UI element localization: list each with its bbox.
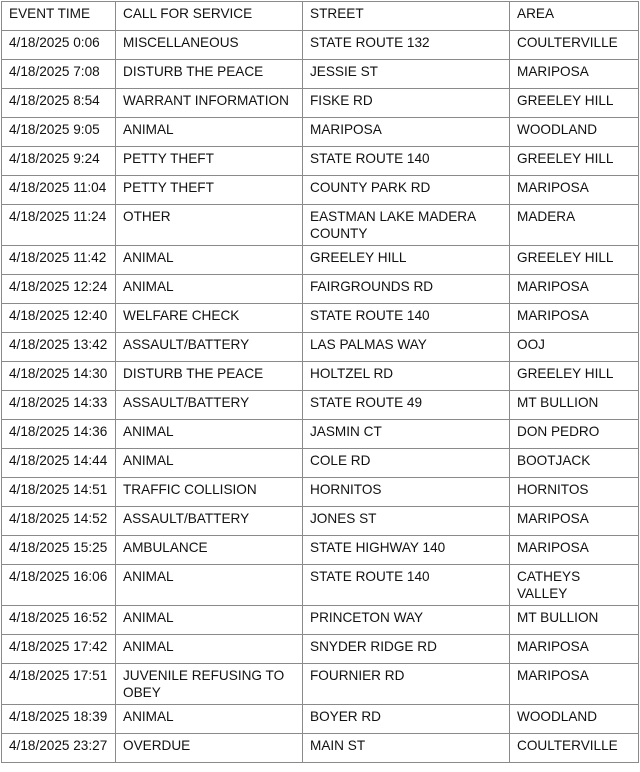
cell-call-for-service: DISTURB THE PEACE — [116, 362, 303, 391]
cell-street: GREELEY HILL — [303, 246, 510, 275]
cell-event-time: 4/18/2025 16:52 — [2, 606, 116, 635]
cell-area: MT BULLION — [510, 391, 639, 420]
cell-event-time: 4/18/2025 11:04 — [2, 176, 116, 205]
table-row — [2, 275, 639, 304]
cell-event-time: 4/18/2025 23:27 — [2, 734, 116, 763]
cell-call-for-service: MISCELLANEOUS — [116, 31, 303, 60]
cell-area: DON PEDRO — [510, 420, 639, 449]
cell-call-for-service: ASSAULT/BATTERY — [116, 333, 303, 362]
cell-call-for-service: AMBULANCE — [116, 536, 303, 565]
cell-street: STATE ROUTE 140 — [303, 304, 510, 333]
cell-street: FOURNIER RD — [303, 664, 510, 705]
table-row — [2, 362, 639, 391]
cell-area: GREELEY HILL — [510, 362, 639, 391]
header-street: STREET — [303, 2, 510, 31]
cell-area: COULTERVILLE — [510, 734, 639, 763]
cell-event-time: 4/18/2025 16:06 — [2, 565, 116, 606]
cell-area: CATHEYS VALLEY — [510, 565, 639, 606]
cell-street: STATE ROUTE 140 — [303, 565, 510, 606]
cell-event-time: 4/18/2025 14:36 — [2, 420, 116, 449]
table-row — [2, 507, 639, 536]
cell-call-for-service: PETTY THEFT — [116, 147, 303, 176]
cell-street: FISKE RD — [303, 89, 510, 118]
cell-area: GREELEY HILL — [510, 147, 639, 176]
table-row — [2, 31, 639, 60]
cell-call-for-service: JUVENILE REFUSING TO OBEY — [116, 664, 303, 705]
cell-street: COUNTY PARK RD — [303, 176, 510, 205]
cell-street: MARIPOSA — [303, 118, 510, 147]
cell-street: COLE RD — [303, 449, 510, 478]
cell-area: MARIPOSA — [510, 60, 639, 89]
table-row — [2, 565, 639, 606]
table-row — [2, 246, 639, 275]
cell-event-time: 4/18/2025 11:42 — [2, 246, 116, 275]
table-row — [2, 606, 639, 635]
cell-event-time: 4/18/2025 9:24 — [2, 147, 116, 176]
cell-event-time: 4/18/2025 18:39 — [2, 705, 116, 734]
cell-street: EASTMAN LAKE MADERA COUNTY — [303, 205, 510, 246]
cell-area: HORNITOS — [510, 478, 639, 507]
cell-event-time: 4/18/2025 13:42 — [2, 333, 116, 362]
cell-area: MARIPOSA — [510, 536, 639, 565]
cell-event-time: 4/18/2025 14:51 — [2, 478, 116, 507]
table-row — [2, 89, 639, 118]
cell-street: SNYDER RIDGE RD — [303, 635, 510, 664]
table-body — [2, 31, 639, 763]
cell-call-for-service: PETTY THEFT — [116, 176, 303, 205]
cell-area: WOODLAND — [510, 705, 639, 734]
cell-call-for-service: ANIMAL — [116, 565, 303, 606]
cell-area: BOOTJACK — [510, 449, 639, 478]
cell-call-for-service: ANIMAL — [116, 449, 303, 478]
header-call-for-service: CALL FOR SERVICE — [116, 2, 303, 31]
table-row — [2, 420, 639, 449]
cell-call-for-service: WARRANT INFORMATION — [116, 89, 303, 118]
cell-area: MARIPOSA — [510, 635, 639, 664]
cell-area: GREELEY HILL — [510, 89, 639, 118]
table-row — [2, 205, 639, 246]
cell-call-for-service: ASSAULT/BATTERY — [116, 507, 303, 536]
cell-street: STATE HIGHWAY 140 — [303, 536, 510, 565]
cell-event-time: 4/18/2025 7:08 — [2, 60, 116, 89]
cell-area: WOODLAND — [510, 118, 639, 147]
cell-event-time: 4/18/2025 14:52 — [2, 507, 116, 536]
cell-call-for-service: OTHER — [116, 205, 303, 246]
cell-call-for-service: WELFARE CHECK — [116, 304, 303, 333]
cell-area: MARIPOSA — [510, 176, 639, 205]
cell-street: STATE ROUTE 132 — [303, 31, 510, 60]
cell-area: MARIPOSA — [510, 304, 639, 333]
table-row — [2, 147, 639, 176]
cell-street: JASMIN CT — [303, 420, 510, 449]
cell-street: BOYER RD — [303, 705, 510, 734]
cell-area: MARIPOSA — [510, 275, 639, 304]
table-row — [2, 118, 639, 147]
cell-event-time: 4/18/2025 12:24 — [2, 275, 116, 304]
cell-call-for-service: ANIMAL — [116, 420, 303, 449]
cell-event-time: 4/18/2025 12:40 — [2, 304, 116, 333]
table-row — [2, 60, 639, 89]
cell-call-for-service: ANIMAL — [116, 246, 303, 275]
cell-area: MT BULLION — [510, 606, 639, 635]
cell-call-for-service: ASSAULT/BATTERY — [116, 391, 303, 420]
header-area: AREA — [510, 2, 639, 31]
cell-street: STATE ROUTE 140 — [303, 147, 510, 176]
cell-area: MADERA — [510, 205, 639, 246]
cell-event-time: 4/18/2025 8:54 — [2, 89, 116, 118]
cell-street: JONES ST — [303, 507, 510, 536]
cell-call-for-service: ANIMAL — [116, 635, 303, 664]
table-row — [2, 176, 639, 205]
cell-call-for-service: ANIMAL — [116, 275, 303, 304]
cell-event-time: 4/18/2025 9:05 — [2, 118, 116, 147]
cell-street: LAS PALMAS WAY — [303, 333, 510, 362]
table-row — [2, 734, 639, 763]
cell-call-for-service: ANIMAL — [116, 705, 303, 734]
table-row — [2, 536, 639, 565]
cell-event-time: 4/18/2025 17:42 — [2, 635, 116, 664]
cell-street: JESSIE ST — [303, 60, 510, 89]
table-row — [2, 705, 639, 734]
cell-event-time: 4/18/2025 14:33 — [2, 391, 116, 420]
cell-area: GREELEY HILL — [510, 246, 639, 275]
table-row — [2, 478, 639, 507]
cell-area: COULTERVILLE — [510, 31, 639, 60]
table-row — [2, 664, 639, 705]
cell-area: OOJ — [510, 333, 639, 362]
table-row — [2, 391, 639, 420]
cell-call-for-service: TRAFFIC COLLISION — [116, 478, 303, 507]
cell-area: MARIPOSA — [510, 664, 639, 705]
call-log-table — [1, 1, 639, 763]
cell-call-for-service: DISTURB THE PEACE — [116, 60, 303, 89]
cell-area: MARIPOSA — [510, 507, 639, 536]
table-row — [2, 304, 639, 333]
cell-street: STATE ROUTE 49 — [303, 391, 510, 420]
cell-street: PRINCETON WAY — [303, 606, 510, 635]
table-header-row — [2, 2, 639, 31]
cell-call-for-service: ANIMAL — [116, 118, 303, 147]
cell-event-time: 4/18/2025 14:44 — [2, 449, 116, 478]
cell-street: FAIRGROUNDS RD — [303, 275, 510, 304]
cell-event-time: 4/18/2025 14:30 — [2, 362, 116, 391]
table-row — [2, 635, 639, 664]
cell-street: HOLTZEL RD — [303, 362, 510, 391]
cell-event-time: 4/18/2025 0:06 — [2, 31, 116, 60]
cell-event-time: 4/18/2025 11:24 — [2, 205, 116, 246]
cell-event-time: 4/18/2025 15:25 — [2, 536, 116, 565]
header-event-time: EVENT TIME — [2, 2, 116, 31]
cell-event-time: 4/18/2025 17:51 — [2, 664, 116, 705]
cell-call-for-service: ANIMAL — [116, 606, 303, 635]
cell-street: MAIN ST — [303, 734, 510, 763]
table-row — [2, 449, 639, 478]
cell-street: HORNITOS — [303, 478, 510, 507]
table-row — [2, 333, 639, 362]
cell-call-for-service: OVERDUE — [116, 734, 303, 763]
